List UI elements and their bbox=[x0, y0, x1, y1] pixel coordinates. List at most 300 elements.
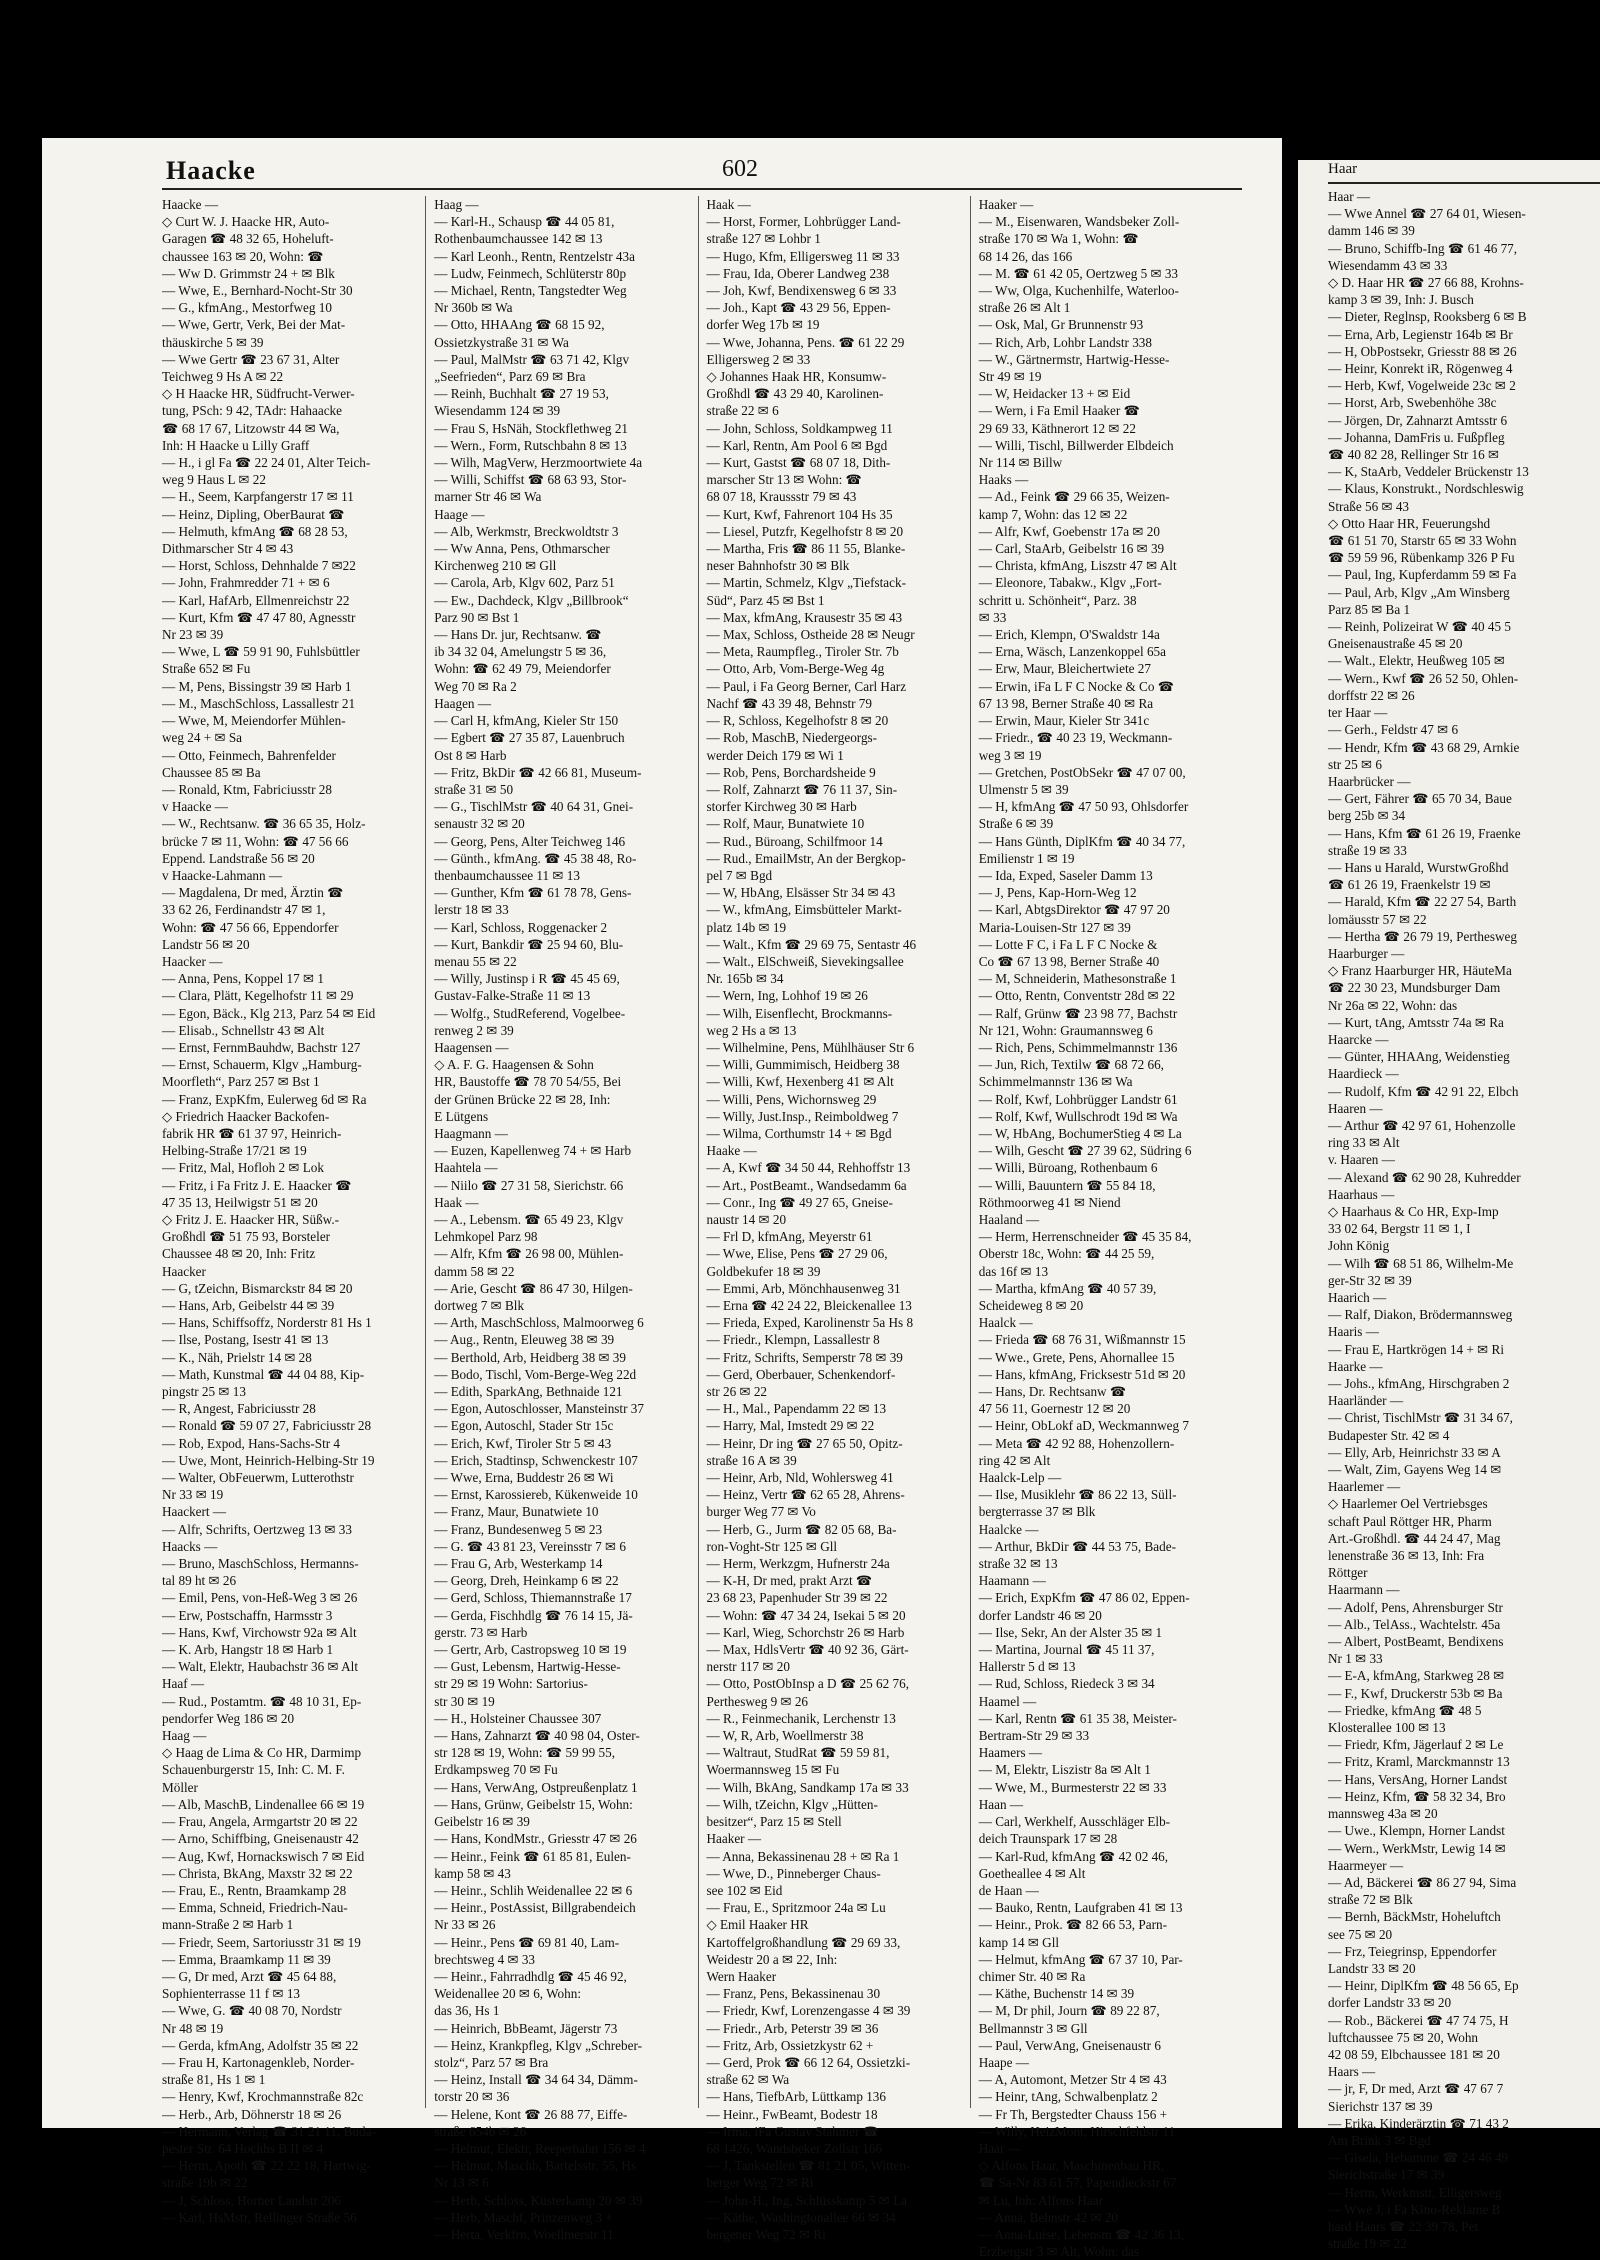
directory-entry-line: Haag — bbox=[434, 197, 479, 212]
directory-entry-line: — Alexand ☎ 62 90 28, Kuhredder bbox=[1328, 1169, 1521, 1185]
directory-entry-line: ☎ Sa-Nr 83 61 57, Papendieckstr 67 bbox=[978, 2175, 1177, 2191]
directory-entry-line: — Käthe, Washingtonallee 66 ✉ 34 bbox=[706, 2209, 896, 2225]
directory-entry-line: 33 62 26, Ferdinandstr 47 ✉ 1, bbox=[162, 902, 326, 918]
directory-entry-line: ✉ Lu, Inh: Alfons Haar bbox=[978, 2192, 1103, 2208]
directory-entry-line: — Liesel, Putzfr, Kegelhofstr 8 ✉ 20 bbox=[706, 523, 904, 539]
directory-entry-line: — Kurt, Gastst ☎ 68 07 18, Dith- bbox=[706, 455, 891, 471]
directory-entry-line: — Fr Th, Bergstedter Chauss 156 + bbox=[978, 2106, 1168, 2122]
directory-entry-line: — Wwe, D., Pinneberger Chaus- bbox=[706, 1865, 881, 1881]
directory-entry-line: — K., Näh, Prielstr 14 ✉ 28 bbox=[162, 1349, 312, 1365]
directory-entry-line: gerstr. 73 ✉ Harb bbox=[434, 1624, 528, 1640]
directory-entry-line: — Paul, Ing, Kupferdamm 59 ✉ Fa bbox=[1328, 567, 1517, 583]
directory-entry-line: marscher Str 13 ✉ Wohn: ☎ bbox=[706, 472, 862, 488]
directory-entry-line: — Kurt, Kwf, Fahrenort 104 Hs 35 bbox=[706, 506, 893, 522]
directory-entry-line: — Karl, Schloss, Roggenacker 2 bbox=[434, 919, 608, 935]
directory-entry-line: — Heinz, Install ☎ 34 64 34, Dämm- bbox=[434, 2072, 638, 2088]
directory-entry-line: — Herb, G., Jurm ☎ 82 05 68, Ba- bbox=[706, 1521, 897, 1537]
directory-entry-line: — Math, Kunstmal ☎ 44 04 88, Kip- bbox=[162, 1366, 365, 1382]
directory-entry-line: — Wwe, L ☎ 59 91 90, Fuhlsbüttler bbox=[162, 644, 360, 660]
directory-entry-line: — Paul, i Fa Georg Berner, Carl Harz bbox=[706, 678, 907, 694]
directory-entry-line: straße 127 ✉ Lohbr 1 bbox=[706, 231, 821, 247]
directory-entry-line: fabrik HR ☎ 61 37 97, Heinrich- bbox=[162, 1125, 342, 1141]
directory-entry-line: — Ww, Olga, Kuchenhilfe, Waterloo- bbox=[978, 283, 1179, 299]
directory-entry-line: — Heinr., FwBeamt, Bodestr 18 bbox=[706, 2106, 878, 2122]
directory-entry-line: — Elisab., Schnellstr 43 ✉ Alt bbox=[162, 1022, 325, 1038]
directory-entry-line: straße 654b ✉ 26 bbox=[434, 2123, 527, 2139]
directory-entry-line: — Wwe, Elise, Pens ☎ 27 29 06, bbox=[706, 1246, 888, 1262]
directory-entry-line: berg 25b ✉ 34 bbox=[1328, 808, 1406, 824]
directory-entry-line: — G., TischlMstr ☎ 40 64 31, Gnei- bbox=[434, 799, 634, 815]
directory-entry-line: Dithmarscher Str 4 ✉ 43 bbox=[162, 541, 294, 557]
directory-entry-line: — Dieter, Reglnsp, Rooksberg 6 ✉ B bbox=[1328, 309, 1527, 325]
directory-entry-line: — Irma, iFa Gustav Stahmer ☎ bbox=[706, 2123, 879, 2139]
directory-entry-line: — Wilh ☎ 68 51 86, Wilhelm-Me bbox=[1328, 1255, 1514, 1271]
directory-entry-line: — Georg, Dreh, Heinkamp 6 ✉ 22 bbox=[434, 1573, 619, 1589]
directory-entry-line: Großhdl ☎ 43 29 40, Karolinen- bbox=[706, 386, 884, 402]
directory-entry-line: — Wwe Gertr ☎ 23 67 31, Alter bbox=[162, 351, 340, 367]
directory-entry-line: Haaker — bbox=[978, 197, 1034, 212]
directory-entry-line: Moorfleth“, Parz 257 ✉ Bst 1 bbox=[162, 1074, 320, 1090]
directory-entry-line: 47 35 13, Heilwigstr 51 ✉ 20 bbox=[162, 1194, 318, 1210]
directory-entry-line: — Walter, ObFeuerwm, Lutterothstr bbox=[162, 1470, 354, 1486]
column-1 bbox=[162, 196, 426, 2225]
directory-entry-line: — Heinz, Dipling, OberBaurat ☎ bbox=[162, 506, 345, 522]
directory-entry-line: — Otto, HHAAng ☎ 68 15 92, bbox=[434, 317, 605, 333]
directory-entry-line: — Paul, VerwAng, Gneisenaustr 6 bbox=[978, 2037, 1161, 2053]
directory-entry-line: — Magdalena, Dr med, Ärztin ☎ bbox=[162, 885, 344, 901]
directory-entry-line: ◇ Haarhaus & Co HR, Exp-Imp bbox=[1328, 1203, 1499, 1219]
directory-entry-line: — Bernh, BäckMstr, Hoheluftch bbox=[1328, 1909, 1501, 1925]
directory-entry-line: — Fritz, BkDir ☎ 42 66 81, Museum- bbox=[434, 764, 642, 780]
directory-entry-line: Haage — bbox=[434, 506, 485, 522]
directory-entry-line: — Bruno, Schiffb-Ing ☎ 61 46 77, bbox=[1328, 240, 1518, 256]
directory-entry-line: — H, kfmAng ☎ 47 50 93, Ohlsdorfer bbox=[978, 799, 1189, 815]
directory-entry-line: — Horst, Arb, Swebenhöhe 38c bbox=[1328, 395, 1497, 411]
directory-entry-line: Bertram-Str 29 ✉ 33 bbox=[978, 1728, 1090, 1744]
directory-entry-line: — Herm, Werkmstr, Elligersweg bbox=[1328, 2184, 1502, 2200]
directory-entry-line: Bellmannstr 3 ✉ Gll bbox=[978, 2020, 1088, 2036]
directory-columns bbox=[162, 196, 1242, 2260]
directory-page bbox=[42, 138, 1282, 2260]
directory-entry-line: Sierichstraße 17 ✉ 39 bbox=[1328, 2167, 1445, 2183]
directory-entry-line: straße 19b ✉ 22 bbox=[162, 2175, 248, 2191]
directory-entry-line: Haar — bbox=[978, 2140, 1021, 2156]
directory-entry-line: ◇ Haag de Lima & Co HR, Darmimp bbox=[162, 1745, 362, 1761]
directory-entry-line: — Erwin, Maur, Kieler Str 341c bbox=[978, 713, 1150, 729]
directory-entry-line: Großhdl ☎ 51 75 93, Borsteler bbox=[162, 1229, 331, 1245]
directory-entry-line: — Niilo ☎ 27 31 58, Sierichstr. 66 bbox=[434, 1177, 624, 1193]
directory-entry-line: — Walt., Kfm ☎ 29 69 75, Sentastr 46 bbox=[706, 936, 917, 952]
directory-entry-line: lerstr 18 ✉ 33 bbox=[434, 902, 509, 918]
directory-entry-line: pendorfer Weg 186 ✉ 20 bbox=[162, 1710, 295, 1726]
directory-entry-line: Chaussee 48 ✉ 20, Inh: Fritz bbox=[162, 1246, 316, 1262]
directory-entry-line: — Friedr., Klempn, Lassallestr 8 bbox=[706, 1332, 880, 1348]
directory-entry-line: — Willi, Kwf, Hexenberg 41 ✉ Alt bbox=[706, 1074, 894, 1090]
directory-entry-line: mannsweg 43a ✉ 20 bbox=[1328, 1806, 1438, 1822]
directory-entry-line: Nr 1 ✉ 33 bbox=[1328, 1651, 1383, 1667]
directory-entry-line: pingstr 25 ✉ 13 bbox=[162, 1384, 246, 1400]
directory-entry-line: — Wilma, Corthumstr 14 + ✉ Bgd bbox=[706, 1125, 892, 1141]
directory-entry-line: — H., Mal., Papendamm 22 ✉ 13 bbox=[706, 1401, 887, 1417]
directory-entry-line: ◇ Johannes Haak HR, Konsumw- bbox=[706, 369, 887, 385]
directory-entry-line: — Erich, Kwf, Tiroler Str 5 ✉ 43 bbox=[434, 1435, 612, 1451]
directory-entry-line: — Erich, ExpKfm ☎ 47 86 02, Eppen- bbox=[978, 1590, 1190, 1606]
directory-entry-line: lomäusstr 57 ✉ 22 bbox=[1328, 911, 1427, 927]
directory-entry-line: — H., i gl Fa ☎ 22 24 01, Alter Teich- bbox=[162, 455, 371, 471]
directory-entry-line: Nr 23 ✉ 39 bbox=[162, 627, 224, 643]
directory-entry-line: Röttger bbox=[1328, 1565, 1368, 1581]
directory-entry-line: torstr 20 ✉ 36 bbox=[434, 2089, 510, 2105]
directory-entry-line: — Fritz, Arb, Ossietzkystr 62 + bbox=[706, 2037, 874, 2053]
directory-entry-line: — Frau S, HsNäh, Stockflethweg 21 bbox=[434, 420, 629, 436]
directory-entry-line: — Max, HdlsVertr ☎ 40 92 36, Gärt- bbox=[706, 1642, 909, 1658]
directory-entry-line: — Arthur, BkDir ☎ 44 53 75, Bade- bbox=[978, 1538, 1176, 1554]
directory-entry-line: Haarmann — bbox=[1328, 1582, 1400, 1598]
directory-entry-line: — Georg, Pens, Alter Teichweg 146 bbox=[434, 833, 626, 849]
directory-entry-line: — Alb., TelAss., Wachtelstr. 45a bbox=[1328, 1616, 1501, 1632]
directory-entry-line: — Hans, TiefbArb, Lüttkamp 136 bbox=[706, 2089, 886, 2105]
directory-entry-line: — Günth., kfmAng. ☎ 45 38 48, Ro- bbox=[434, 850, 637, 866]
directory-entry-line: str 128 ✉ 19, Wohn: ☎ 59 99 55, bbox=[434, 1745, 616, 1761]
directory-entry-line: Haalck-Lelp — bbox=[978, 1470, 1062, 1486]
directory-entry-line: 67 13 98, Berner Straße 40 ✉ Ra bbox=[978, 695, 1154, 711]
directory-entry-line: Garagen ☎ 48 32 65, Hoheluft- bbox=[162, 231, 334, 247]
directory-entry-line: straße 16 A ✉ 39 bbox=[706, 1452, 797, 1468]
directory-entry-line: Haamann — bbox=[978, 1573, 1046, 1589]
directory-entry-line: — Otto, Arb, Vom-Berge-Weg 4g bbox=[706, 661, 885, 677]
directory-entry-line: — Clara, Plätt, Kegelhofstr 11 ✉ 29 bbox=[162, 988, 354, 1004]
directory-entry-line: Gneisenaustraße 45 ✉ 20 bbox=[1328, 636, 1463, 652]
directory-entry-line: — Wilh, Eisenflecht, Brockmanns- bbox=[706, 1005, 893, 1021]
directory-entry-line: — Friedr, Kwf, Lorenzengasse 4 ✉ 39 bbox=[706, 2003, 911, 2019]
directory-entry-line: — Berthold, Arb, Heidberg 38 ✉ 39 bbox=[434, 1349, 626, 1365]
directory-entry-line: — Friedr, Seem, Sartoriusstr 31 ✉ 19 bbox=[162, 1934, 361, 1950]
directory-entry-line: — G., kfmAng., Mestorfweg 10 bbox=[162, 300, 332, 316]
directory-entry-line: Haacker bbox=[162, 1263, 206, 1279]
directory-entry-line: pel 7 ✉ Bgd bbox=[706, 867, 773, 883]
directory-entry-line: — Harald, Kfm ☎ 22 27 54, Barth bbox=[1328, 894, 1517, 910]
directory-entry-line: — Erwin, iFa L F C Nocke & Co ☎ bbox=[978, 678, 1175, 694]
directory-entry-line: — Karl, HsMstr, Rellinger Straße 56 bbox=[162, 2209, 357, 2225]
directory-entry-line: Nr 360b ✉ Wa bbox=[434, 300, 513, 316]
directory-entry-line: Emilienstr 1 ✉ 19 bbox=[978, 850, 1075, 866]
directory-entry-line: — Ralf, Grünw ☎ 23 98 77, Bachstr bbox=[978, 1005, 1178, 1021]
directory-entry-line: — Wolfg., StudReferend, Vogelbee- bbox=[434, 1005, 626, 1021]
directory-entry-line: — Wern, Ing, Lohhof 19 ✉ 26 bbox=[706, 988, 868, 1004]
directory-entry-line: — Meta ☎ 42 92 88, Hohenzollern- bbox=[978, 1435, 1175, 1451]
directory-entry-line: — Willy, Justinsp i R ☎ 45 45 69, bbox=[434, 971, 620, 987]
directory-entry-line: senaustr 32 ✉ 20 bbox=[434, 816, 525, 832]
directory-entry-line: hard Haars ☎ 22 39 78, Pet bbox=[1328, 2218, 1479, 2234]
directory-entry-line: see 102 ✉ Eid bbox=[706, 1882, 783, 1898]
directory-entry-line: — Wwe, G. ☎ 40 08 70, Nordstr bbox=[162, 2003, 342, 2019]
directory-entry-line: Haar — bbox=[1328, 189, 1371, 204]
directory-entry-line: — jr, F, Dr med, Arzt ☎ 47 67 7 bbox=[1328, 2081, 1504, 2097]
directory-entry-line: damm 146 ✉ 39 bbox=[1328, 223, 1415, 239]
directory-entry-line: Haarke — bbox=[1328, 1358, 1383, 1374]
directory-entry-line: Haalck — bbox=[978, 1315, 1033, 1331]
directory-entry-line: — Ilse, Sekr, An der Alster 35 ✉ 1 bbox=[978, 1624, 1163, 1640]
directory-entry-line: — Alfr, Kwf, Goebenstr 17a ✉ 20 bbox=[978, 523, 1160, 539]
directory-entry-line: — Hertha ☎ 26 79 19, Perthesweg bbox=[1328, 928, 1517, 944]
directory-entry-line: ring 33 ✉ Alt bbox=[1328, 1135, 1400, 1151]
directory-entry-line: — Rob., Bäckerei ☎ 47 74 75, H bbox=[1328, 2012, 1509, 2028]
directory-entry-line: — Fritz, Mal, Hofloh 2 ✉ Lok bbox=[162, 1160, 324, 1176]
directory-entry-line: besitzer“, Parz 15 ✉ Stell bbox=[706, 1814, 842, 1830]
directory-entry-line: — Gust, Lebensm, Hartwig-Hesse- bbox=[434, 1659, 621, 1675]
directory-entry-line: — Kurt, tAng, Amtsstr 74a ✉ Ra bbox=[1328, 1014, 1504, 1030]
directory-entry-line: — F., Kwf, Druckerstr 53b ✉ Ba bbox=[1328, 1685, 1503, 1701]
directory-entry-line: kamp 3 ✉ 39, Inh: J. Busch bbox=[1328, 292, 1474, 308]
directory-entry-line: — Bruno, MaschSchloss, Hermanns- bbox=[162, 1556, 359, 1572]
directory-entry-line: — Egon, Bäck., Klg 213, Parz 54 ✉ Eid bbox=[162, 1005, 376, 1021]
directory-entry-line: ◇ Curt W. J. Haacke HR, Auto- bbox=[162, 214, 330, 230]
directory-entry-line: storfer Kirchweg 30 ✉ Harb bbox=[706, 799, 857, 815]
directory-entry-line: — Emmi, Arb, Mönchhausenweg 31 bbox=[706, 1280, 901, 1296]
directory-entry-line: — Ad., Feink ☎ 29 66 35, Weizen- bbox=[978, 489, 1170, 505]
directory-entry-line: — Bauko, Rentn, Laufgraben 41 ✉ 13 bbox=[978, 1900, 1183, 1916]
directory-entry-line: — Fritz, Kraml, Marckmannstr 13 bbox=[1328, 1754, 1510, 1770]
directory-entry-line: — Anna-Luise, Lebensm ☎ 42 36 13, bbox=[978, 2226, 1185, 2242]
directory-entry-line: — Ernst, FernmBauhdw, Bachstr 127 bbox=[162, 1039, 361, 1055]
directory-entry-line: Haarburger — bbox=[1328, 945, 1405, 961]
directory-entry-line: — Franz, Maur, Bunatwiete 10 bbox=[434, 1504, 599, 1520]
directory-entry-line: burger Weg 77 ✉ Vo bbox=[706, 1504, 816, 1520]
directory-entry-line: — Erw, Postschaffn, Harmsstr 3 bbox=[162, 1607, 333, 1623]
directory-entry-line: berger Weg 72 ✉ Ri bbox=[706, 2175, 814, 2191]
directory-entry-line: Wiesendamm 43 ✉ 33 bbox=[1328, 257, 1448, 273]
directory-entry-line: Wiesendamm 124 ✉ 39 bbox=[434, 403, 561, 419]
directory-entry-line: — Gerd, Oberbauer, Schenkendorf- bbox=[706, 1366, 896, 1382]
directory-entry-line: — Heinr., Pens ☎ 69 81 40, Lam- bbox=[434, 1934, 620, 1950]
directory-entry-line: straße 26 ✉ Alt 1 bbox=[978, 300, 1071, 316]
next-page-header bbox=[1328, 160, 1600, 184]
directory-entry-line: — Kurt, Kfm ☎ 47 47 80, Agnesstr bbox=[162, 609, 356, 625]
directory-entry-line: — Herta, Verkfrn, Woellmerstr 11 bbox=[434, 2226, 614, 2242]
directory-entry-line: — Ew., Dachdeck, Klgv „Billbrook“ bbox=[434, 592, 629, 608]
directory-entry-line: — Gisela, Hebamme ☎ 24 46 49 bbox=[1328, 2150, 1509, 2166]
directory-entry-line: — Ronald, Ktm, Fabriciusstr 28 bbox=[162, 781, 332, 797]
directory-entry-line: — Uwe, Mont, Heinrich-Helbing-Str 19 bbox=[162, 1452, 375, 1468]
directory-entry-line: — Karl-Rud, kfmAng ☎ 42 02 46, bbox=[978, 1848, 1169, 1864]
directory-entry-line: werder Deich 179 ✉ Wi 1 bbox=[706, 747, 844, 763]
directory-entry-line: bergterrasse 37 ✉ Blk bbox=[978, 1504, 1096, 1520]
directory-entry-line: — Carl, Werkhelf, Ausschläger Elb- bbox=[978, 1814, 1171, 1830]
directory-entry-line: — Carl H, kfmAng, Kieler Str 150 bbox=[434, 713, 619, 729]
directory-entry-line: — Ww Anna, Pens, Othmarscher bbox=[434, 541, 610, 557]
directory-entry-line: Schimmelmannstr 136 ✉ Wa bbox=[978, 1074, 1133, 1090]
directory-entry-line: — Johs., kfmAng, Hirschgraben 2 bbox=[1328, 1376, 1510, 1392]
directory-entry-line: — Heinz, Krankpfleg, Klgv „Schreber- bbox=[434, 2037, 642, 2053]
directory-entry-line: — Ad, Bäckerei ☎ 86 27 94, Sima bbox=[1328, 1874, 1517, 1890]
directory-entry-line: — Euzen, Kapellenweg 74 + ✉ Harb bbox=[434, 1143, 632, 1159]
directory-entry-line: — Frieda, Exped, Karolinenstr 5a Hs 8 bbox=[706, 1315, 914, 1331]
directory-entry-line: — G, tZeichn, Bismarckstr 84 ✉ 20 bbox=[162, 1280, 353, 1296]
directory-entry-line: Wohn: ☎ 47 56 66, Eppendorfer bbox=[162, 919, 339, 935]
directory-entry-line: Weg 70 ✉ Ra 2 bbox=[434, 678, 517, 694]
directory-entry-line: — M. ☎ 61 42 05, Oertzweg 5 ✉ 33 bbox=[978, 265, 1179, 281]
directory-entry-line: Haak — bbox=[434, 1194, 479, 1210]
directory-entry-line: — Lotte F C, i Fa L F C Nocke & bbox=[978, 936, 1158, 952]
directory-entry-line: damm 58 ✉ 22 bbox=[434, 1263, 515, 1279]
directory-entry-line: — Kurt, Bankdir ☎ 25 94 60, Blu- bbox=[434, 936, 624, 952]
directory-entry-line: — Karl, HafArb, Ellmenreichstr 22 bbox=[162, 592, 350, 608]
directory-entry-line: bergener Weg 72 ✉ Ri bbox=[706, 2226, 826, 2242]
directory-entry-line: — Walt, Zim, Gayens Weg 14 ✉ bbox=[1328, 1462, 1502, 1478]
directory-entry-line: — Henry, Kwf, Krochmannstraße 82c bbox=[162, 2089, 364, 2105]
next-page-column bbox=[1328, 188, 1600, 2252]
directory-entry-line: dorfer Weg 17b ✉ 19 bbox=[706, 317, 820, 333]
directory-entry-line: — Heinr., PostAssist, Billgrabendeich bbox=[434, 1900, 636, 1916]
directory-entry-line: thenbaumchaussee 11 ✉ 13 bbox=[434, 867, 580, 883]
directory-entry-line: — Erw, Maur, Bleichertwiete 27 bbox=[978, 661, 1151, 677]
column-4 bbox=[978, 196, 1242, 2260]
directory-entry-line: — Arthur ☎ 42 97 61, Hohenzolle bbox=[1328, 1117, 1516, 1133]
directory-entry-line: — Heinz, Vertr ☎ 62 65 28, Ahrens- bbox=[706, 1487, 905, 1503]
directory-entry-line: — Gunther, Kfm ☎ 61 78 78, Gens- bbox=[434, 885, 632, 901]
directory-entry-line: — Aug, Kwf, Hornackswisch 7 ✉ Eid bbox=[162, 1848, 365, 1864]
directory-entry-line: — G, Dr med, Arzt ☎ 45 64 88, bbox=[162, 1968, 337, 1984]
directory-entry-line: — Ida, Exped, Saseler Damm 13 bbox=[978, 867, 1153, 883]
directory-entry-line: — W, Heidacker 13 + ✉ Eid bbox=[978, 386, 1131, 402]
directory-entry-line: — K. Arb, Hangstr 18 ✉ Harb 1 bbox=[162, 1642, 334, 1658]
directory-entry-line: Art.-Großhdl. ☎ 44 24 47, Mag bbox=[1328, 1530, 1501, 1546]
directory-entry-line: — Arie, Gescht ☎ 86 47 30, Hilgen- bbox=[434, 1280, 633, 1296]
directory-entry-line: — Paul, Arb, Klgv „Am Winsberg bbox=[1328, 584, 1510, 600]
directory-entry-line: — Rud, Schloss, Riedeck 3 ✉ 34 bbox=[978, 1676, 1155, 1692]
directory-entry-line: — Egon, Autoschl, Stader Str 15c bbox=[434, 1418, 614, 1434]
directory-entry-line: kamp 14 ✉ Gll bbox=[978, 1934, 1060, 1950]
directory-entry-line: — W., Gärtnermstr, Hartwig-Hesse- bbox=[978, 351, 1170, 367]
directory-entry-line: — Wwe, Johanna, Pens. ☎ 61 22 29 bbox=[706, 334, 905, 350]
directory-entry-line: deich Traunspark 17 ✉ 28 bbox=[978, 1831, 1118, 1847]
directory-entry-line: 23 68 23, Papenhuder Str 39 ✉ 22 bbox=[706, 1590, 888, 1606]
directory-entry-line: — Emma, Braamkamp 11 ✉ 39 bbox=[162, 1951, 331, 1967]
directory-entry-line: Straße 56 ✉ 43 bbox=[1328, 498, 1410, 514]
directory-entry-line: — Rolf, Maur, Bunatwiete 10 bbox=[706, 816, 865, 832]
directory-entry-line: — Wwe., Grete, Pens, Ahornallee 15 bbox=[978, 1349, 1175, 1365]
directory-entry-line: Haamel — bbox=[978, 1693, 1037, 1709]
directory-entry-line: Am Brink 3 ✉ Bgd bbox=[1328, 2132, 1431, 2148]
directory-entry-line: Wern Haaker bbox=[706, 1968, 777, 1984]
directory-entry-line: — Ilse, Postang, Isestr 41 ✉ 13 bbox=[162, 1332, 329, 1348]
directory-entry-line: str 30 ✉ 19 bbox=[434, 1693, 495, 1709]
directory-entry-line: — Anna, Pens, Koppel 17 ✉ 1 bbox=[162, 971, 324, 987]
directory-entry-line: — Ralf, Diakon, Brödermannsweg bbox=[1328, 1307, 1513, 1323]
directory-entry-line: ◇ Franz Haarburger HR, HäuteMa bbox=[1328, 963, 1512, 979]
directory-entry-line: — Gerd, Schloss, Thiemannstraße 17 bbox=[434, 1590, 632, 1606]
directory-entry-line: Haacks — bbox=[162, 1538, 218, 1554]
directory-entry-line: — Heinr, DiplKfm ☎ 48 56 65, Ep bbox=[1328, 1978, 1519, 1994]
directory-entry-line: Ulmenstr 5 ✉ 39 bbox=[978, 781, 1069, 797]
directory-entry-line: schaft Paul Röttger HR, Pharm bbox=[1328, 1513, 1492, 1529]
directory-entry-line: — Christa, BkAng, Maxstr 32 ✉ 22 bbox=[162, 1865, 353, 1881]
directory-entry-line: — Wilh, BkAng, Sandkamp 17a ✉ 33 bbox=[706, 1779, 909, 1795]
directory-entry-line: ☎ 22 30 23, Mundsburger Dam bbox=[1328, 980, 1501, 996]
directory-entry-line: — Rolf, Zahnarzt ☎ 76 11 37, Sin- bbox=[706, 781, 898, 797]
directory-entry-line: — Franz, Bundesenweg 5 ✉ 23 bbox=[434, 1521, 603, 1537]
directory-entry-line: — Emma, Schneid, Friedrich-Nau- bbox=[162, 1900, 348, 1916]
directory-entry-line: — Hans, Grünw, Geibelstr 15, Wohn: bbox=[434, 1796, 633, 1812]
directory-entry-line: — Hans, Zahnarzt ☎ 40 98 04, Oster- bbox=[434, 1728, 640, 1744]
directory-entry-line: dorfer Landstr 46 ✉ 20 bbox=[978, 1607, 1102, 1623]
directory-entry-line: — Frz, Teiegrinsp, Eppendorfer bbox=[1328, 1943, 1497, 1959]
directory-entry-line: — Alb, Werkmstr, Breckwoldtstr 3 bbox=[434, 523, 619, 539]
directory-entry-line: str 29 ✉ 19 Wohn: Sartorius- bbox=[434, 1676, 588, 1692]
directory-entry-line: lenenstraße 36 ✉ 13, Inh: Fra bbox=[1328, 1548, 1485, 1564]
directory-entry-line: Haake — bbox=[706, 1143, 757, 1159]
directory-entry-line: Haamers — bbox=[978, 1745, 1043, 1761]
directory-entry-line: Haacke — bbox=[162, 197, 219, 212]
directory-entry-line: — Erika, Kinderärztin ☎ 71 43 2 bbox=[1328, 2115, 1509, 2131]
directory-entry-line: — Heinr, ObLokf aD, Weckmannweg 7 bbox=[978, 1418, 1189, 1434]
directory-entry-line: — Rud., EmailMstr, An der Bergkop- bbox=[706, 850, 906, 866]
directory-entry-line: — Alfr, Kfm ☎ 26 98 00, Mühlen- bbox=[434, 1246, 624, 1262]
directory-entry-line: — A, Automont, Metzer Str 4 ✉ 43 bbox=[978, 2072, 1167, 2088]
directory-entry-line: 29 69 33, Käthnerort 12 ✉ 22 bbox=[978, 420, 1136, 436]
directory-entry-line: — Ludw, Feinmech, Schlüterstr 80p bbox=[434, 265, 627, 281]
directory-entry-line: — Heinr, Arb, Nld, Wohlersweg 41 bbox=[706, 1470, 894, 1486]
directory-entry-line: das 16f ✉ 13 bbox=[978, 1263, 1049, 1279]
directory-entry-line: Nr 114 ✉ Billw bbox=[978, 455, 1063, 471]
directory-entry-line: ◇ Friedrich Haacker Backofen- bbox=[162, 1108, 330, 1124]
directory-entry-line: — Jörgen, Dr, Zahnarzt Amtsstr 6 bbox=[1328, 412, 1508, 428]
directory-entry-line: — Edith, SparkAng, Bethnaide 121 bbox=[434, 1384, 623, 1400]
directory-entry-line: — Wwe, M., Burmesterstr 22 ✉ 33 bbox=[978, 1779, 1167, 1795]
directory-entry-line: — R, Angest, Fabriciusstr 28 bbox=[162, 1401, 316, 1417]
directory-entry-line: brechtsweg 4 ✉ 33 bbox=[434, 1951, 536, 1967]
directory-entry-line: — Alfr, Schrifts, Oertzweg 13 ✉ 33 bbox=[162, 1521, 352, 1537]
directory-entry-line: — J, Tankstellen ☎ 81 21 05, Witten- bbox=[706, 2158, 911, 2174]
directory-entry-line: marner Str 46 ✉ Wa bbox=[434, 489, 542, 505]
directory-entry-line: ◇ Haarlemer Oel Vertriebsges bbox=[1328, 1496, 1488, 1512]
directory-entry-line: — Rud., Postamtm. ☎ 48 10 31, Ep- bbox=[162, 1693, 362, 1709]
directory-entry-line: — Otto, Rentn, Conventstr 28d ✉ 22 bbox=[978, 988, 1176, 1004]
directory-entry-line: — Carola, Arb, Klgv 602, Parz 51 bbox=[434, 575, 615, 591]
directory-entry-line: — Klaus, Konstrukt., Nordschleswig bbox=[1328, 481, 1524, 497]
directory-entry-line: — Wern., WerkMstr, Lewig 14 ✉ bbox=[1328, 1840, 1506, 1856]
directory-entry-line: ron-Voght-Str 125 ✉ Gll bbox=[706, 1538, 838, 1554]
directory-entry-line: — Herb, Kwf, Vogelweide 23c ✉ 2 bbox=[1328, 378, 1516, 394]
directory-entry-line: nerstr 117 ✉ 20 bbox=[706, 1659, 790, 1675]
directory-entry-line: neser Bahnhofstr 30 ✉ Blk bbox=[706, 558, 850, 574]
directory-entry-line: Nr 33 ✉ 19 bbox=[162, 1487, 224, 1503]
directory-entry-line: str 26 ✉ 22 bbox=[706, 1384, 768, 1400]
directory-entry-line: — Hans, Arb, Geibelstr 44 ✉ 39 bbox=[162, 1298, 335, 1313]
directory-entry-line: mann-Straße 2 ✉ Harb 1 bbox=[162, 1917, 294, 1933]
directory-entry-line: — Horst, Schloss, Dehnhalde 7 ✉22 bbox=[162, 558, 356, 574]
directory-entry-line: — Wwe J, i Fa Kino-Reklame B bbox=[1328, 2201, 1501, 2217]
directory-entry-line: ✉ 33 bbox=[978, 609, 1007, 625]
directory-entry-line: — Karl, Rentn, Am Pool 6 ✉ Bgd bbox=[706, 437, 888, 453]
directory-entry-line: — Arno, Schiffbing, Gneisenaustr 42 bbox=[162, 1831, 359, 1847]
directory-entry-line: — A, Kwf ☎ 34 50 44, Rehhoffstr 13 bbox=[706, 1160, 911, 1176]
directory-entry-line: — Ernst, Karossiereb, Kükenweide 10 bbox=[434, 1487, 638, 1503]
directory-entry-line: Nr 26a ✉ 22, Wohn: das bbox=[1328, 997, 1458, 1013]
directory-entry-line: — H, ObPostsekr, Griesstr 88 ✉ 26 bbox=[1328, 343, 1517, 359]
directory-entry-line: menau 55 ✉ 22 bbox=[434, 953, 517, 969]
directory-entry-line: Haagmann — bbox=[434, 1125, 508, 1141]
directory-entry-line: — Herm, Apoth ☎ 22 22 18, Hartwig- bbox=[162, 2158, 371, 2174]
directory-entry-line: — Martha, kfmAng ☎ 40 57 39, bbox=[978, 1280, 1157, 1296]
directory-entry-line: — M., Eisenwaren, Wandsbeker Zoll- bbox=[978, 214, 1180, 230]
directory-entry-line: — Hans, Dr. Rechtsanw ☎ bbox=[978, 1384, 1127, 1400]
directory-entry-line: — Rob, Pens, Borchardsheide 9 bbox=[706, 764, 876, 780]
directory-entry-line: Haaris — bbox=[1328, 1324, 1379, 1340]
directory-entry-line: Haaf — bbox=[162, 1676, 205, 1692]
directory-entry-line: Straße 6 ✉ 39 bbox=[978, 816, 1054, 832]
directory-entry-line: Rothenbaumchaussee 142 ✉ 13 bbox=[434, 231, 603, 247]
